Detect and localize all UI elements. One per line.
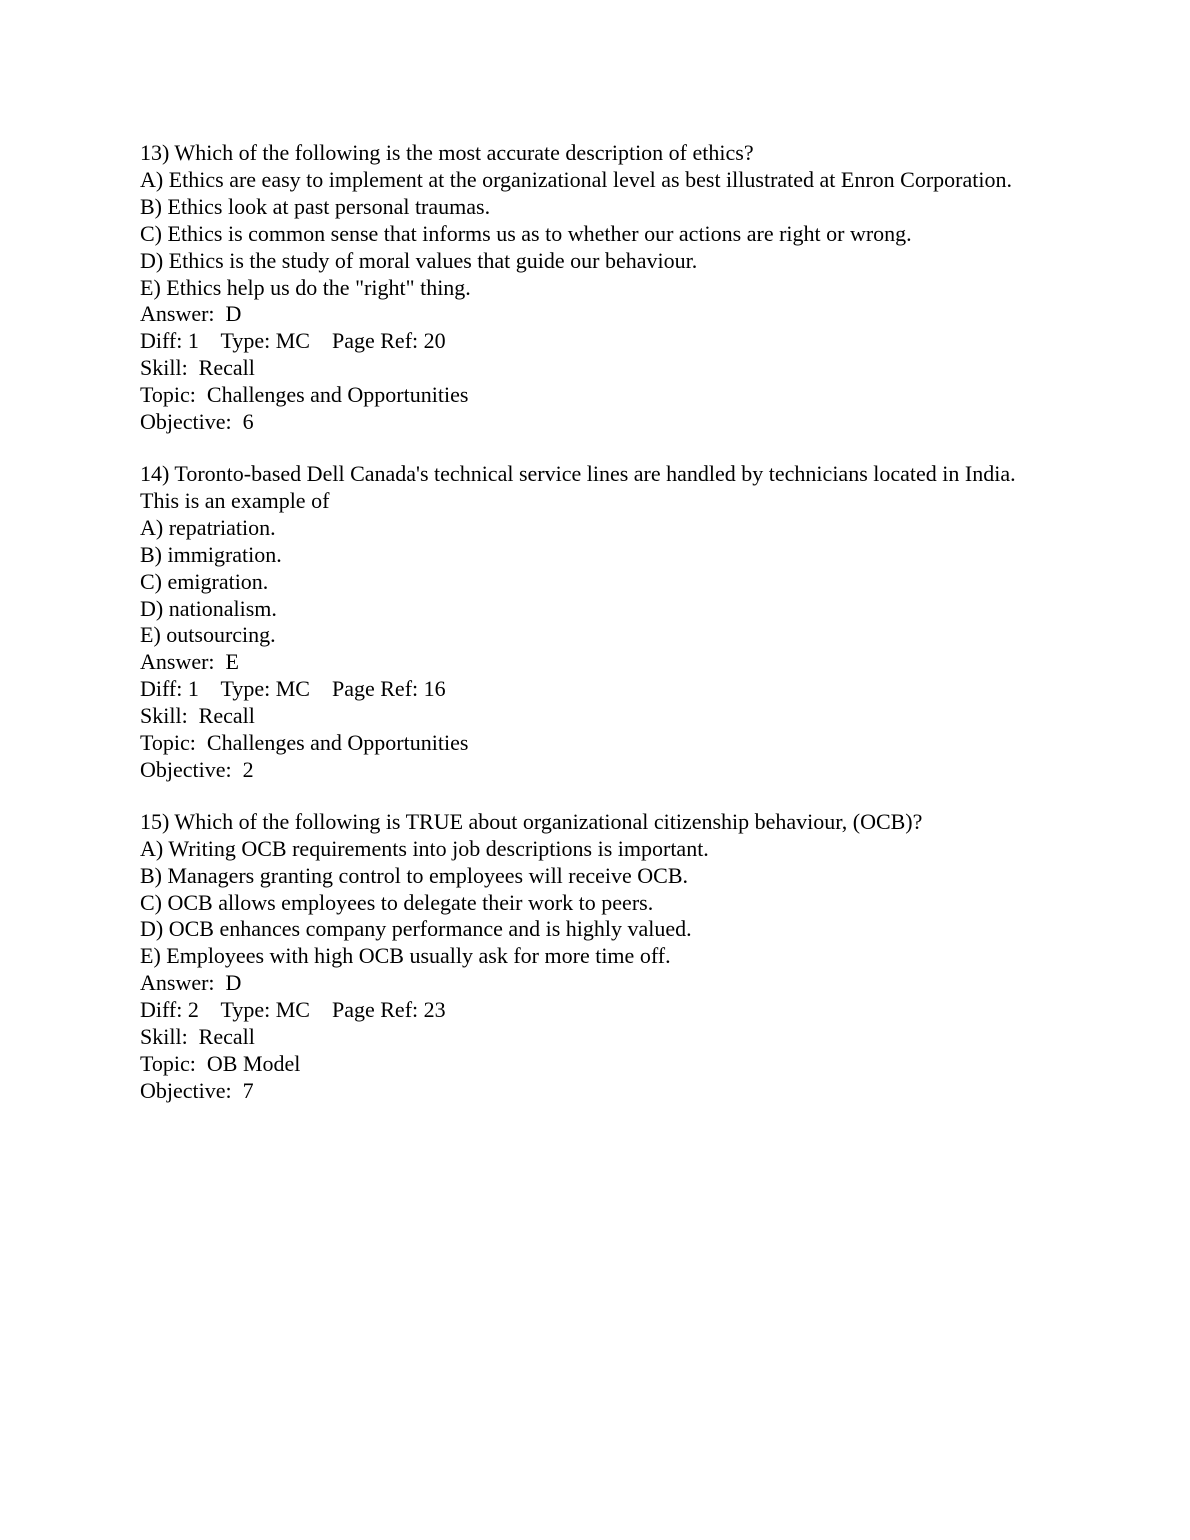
- question-stem: 13) Which of the following is the most accurate description of ethics?: [140, 140, 754, 165]
- option-b: B) Managers granting control to employees will receive OCB.: [140, 862, 689, 888]
- option-d: D) nationalism.: [140, 595, 277, 621]
- option-e: E) outsourcing.: [140, 622, 276, 648]
- document-page: [140, 140, 1040, 1130]
- option-a: A) repatriation.: [140, 514, 276, 540]
- question-13: [140, 140, 1040, 436]
- topic-line: Topic: OB Model: [140, 1051, 301, 1076]
- option-b: B) Ethics look at past personal traumas.: [140, 193, 491, 219]
- topic-line: Topic: Challenges and Opportunities: [140, 730, 469, 756]
- objective-line: Objective: 7: [140, 1077, 254, 1103]
- option-d: D) Ethics is the study of moral values that guide our behaviour.: [140, 247, 698, 273]
- question-15: [140, 809, 1040, 1105]
- option-c: C) emigration.: [140, 568, 269, 594]
- skill-line: Skill: Recall: [140, 355, 255, 381]
- skill-line: Skill: Recall: [140, 1024, 255, 1050]
- difficulty-type-pageref: Diff: 2 Type: MC Page Ref: 23: [140, 997, 446, 1023]
- option-d: D) OCB enhances company performance and is highly valued.: [140, 916, 692, 942]
- question-14: [140, 461, 1040, 784]
- option-e: E) Ethics help us do the "right" thing.: [140, 274, 471, 300]
- answer-line: Answer: D: [140, 970, 242, 996]
- option-c: C) OCB allows employees to delegate their work to peers.: [140, 889, 654, 915]
- option-e: E) Employees with high OCB usually ask for more time off.: [140, 943, 671, 969]
- question-stem: 14) Toronto-based Dell Canada's technical service lines are handled by technicians located in India. This is an example of: [140, 460, 1021, 513]
- option-c: C) Ethics is common sense that informs us as to whether our actions are right or wrong.: [140, 220, 912, 246]
- objective-line: Objective: 2: [140, 756, 254, 782]
- option-b: B) immigration.: [140, 541, 282, 567]
- difficulty-type-pageref: Diff: 1 Type: MC Page Ref: 20: [140, 328, 446, 354]
- difficulty-type-pageref: Diff: 1 Type: MC Page Ref: 16: [140, 676, 446, 702]
- option-a: A) Ethics are easy to implement at the organizational level as best illustrated at Enron Corporation.: [140, 166, 1012, 192]
- objective-line: Objective: 6: [140, 409, 254, 435]
- answer-line: Answer: E: [140, 649, 239, 675]
- topic-line: Topic: Challenges and Opportunities: [140, 382, 469, 408]
- option-a: A) Writing OCB requirements into job descriptions is important.: [140, 835, 709, 861]
- skill-line: Skill: Recall: [140, 703, 255, 729]
- answer-line: Answer: D: [140, 301, 242, 327]
- question-stem: 15) Which of the following is TRUE about organizational citizenship behaviour, (OCB)?: [140, 808, 923, 834]
